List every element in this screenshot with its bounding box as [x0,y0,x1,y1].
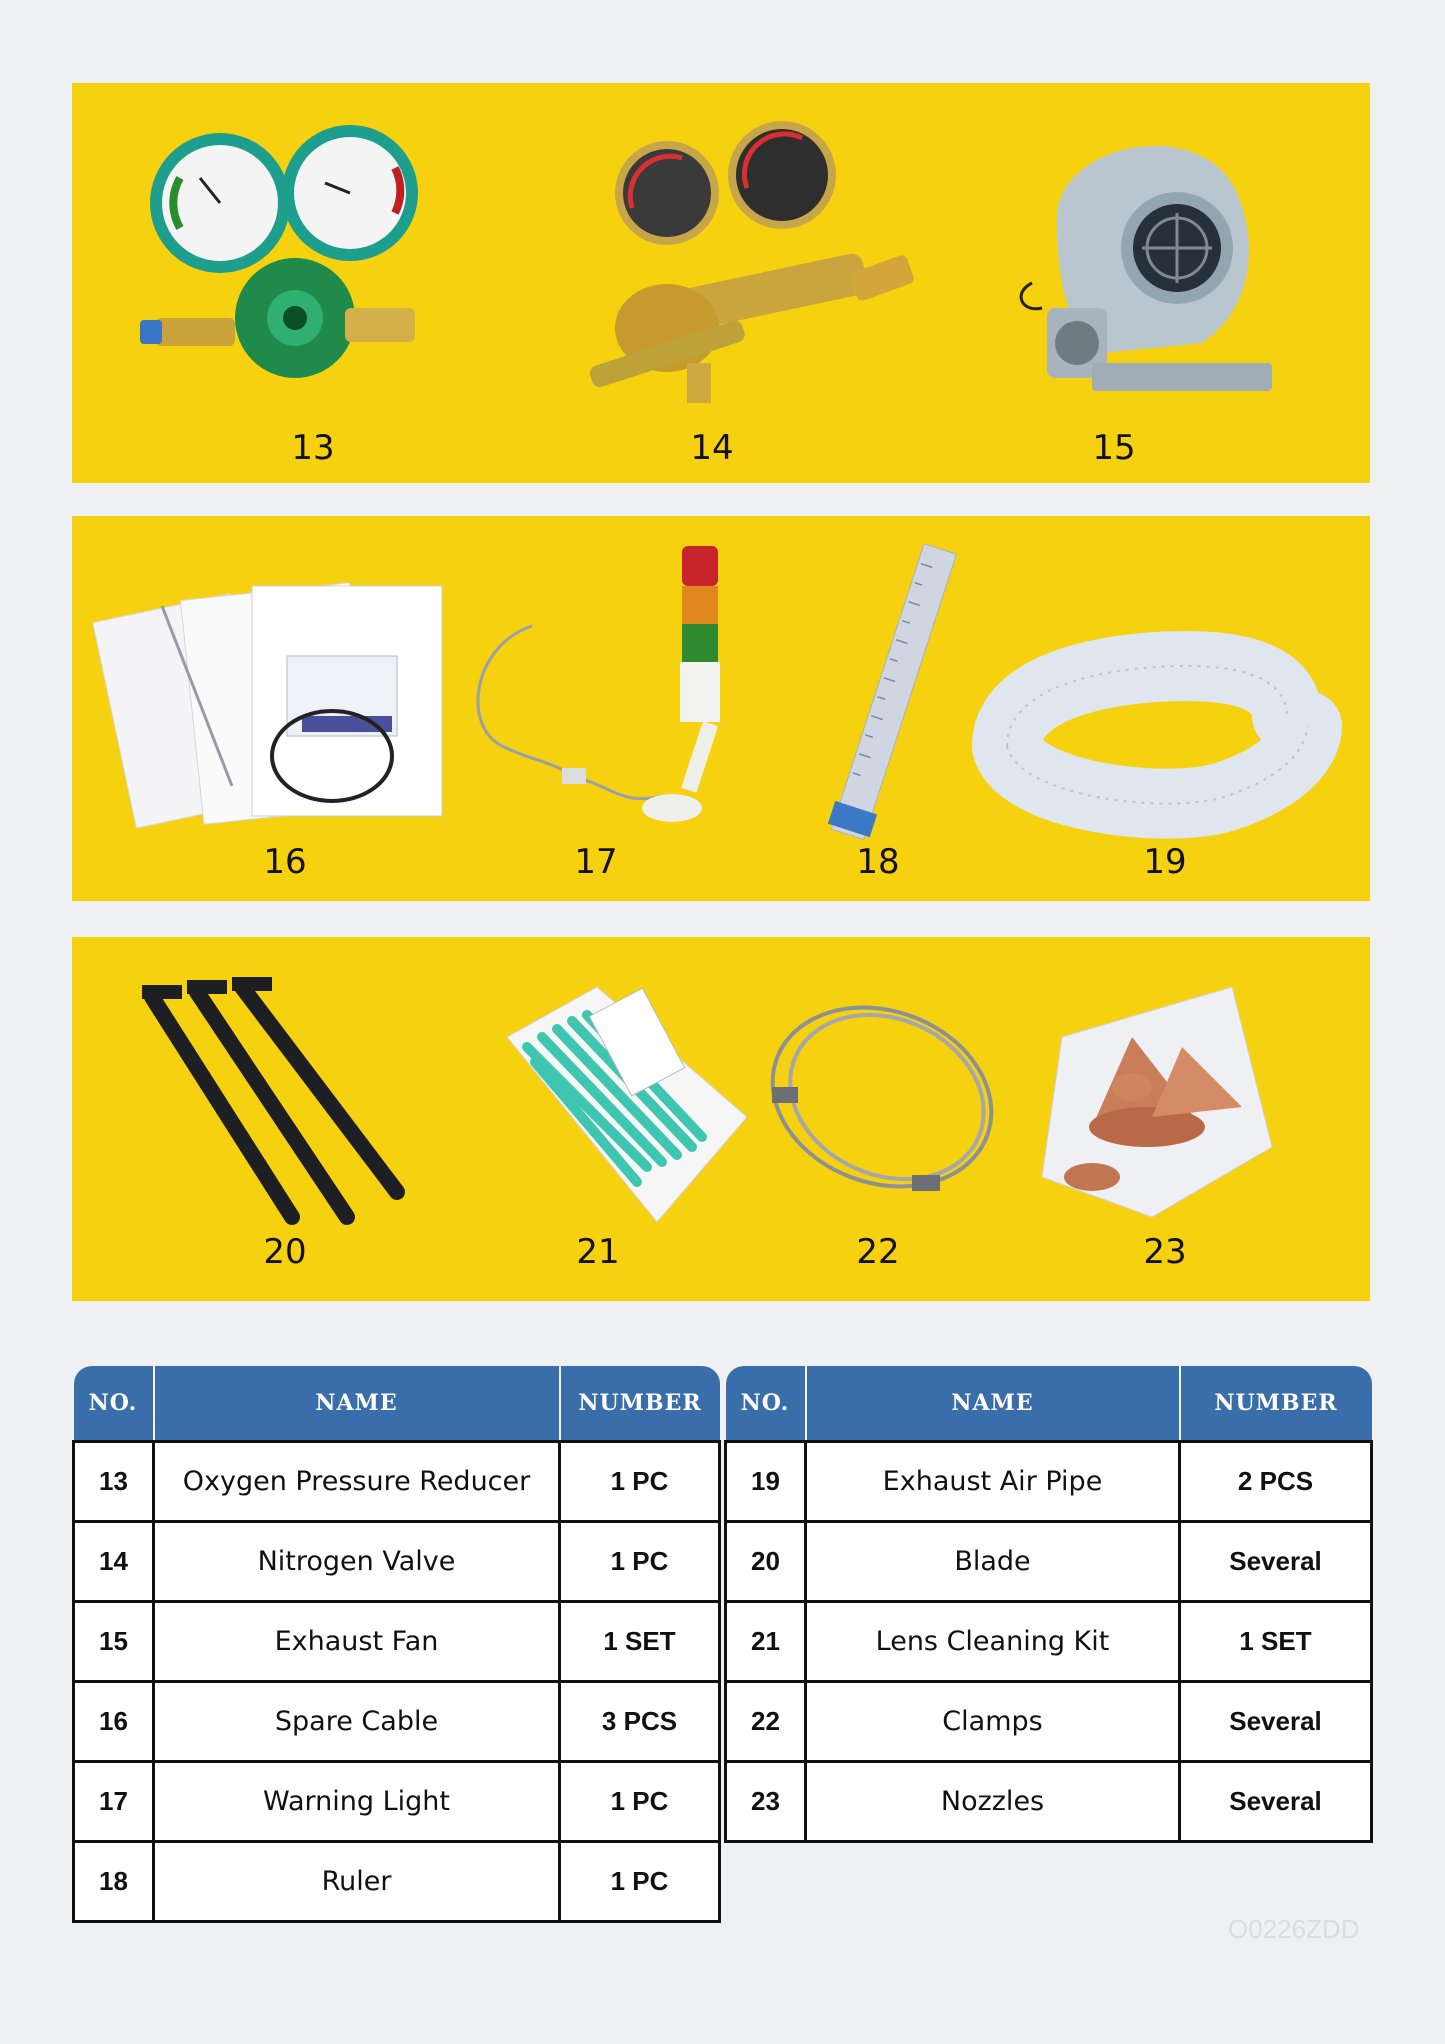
cell-no: 20 [726,1522,806,1602]
item-number-18: 18 [856,842,900,882]
item-number-16: 16 [263,842,307,882]
cell-name: Clamps [806,1682,1180,1762]
cell-no: 15 [74,1602,154,1682]
table-header-row [74,1366,720,1442]
cell-number: 1 PC [560,1442,720,1522]
table-row [74,1762,720,1842]
table-row [74,1842,720,1922]
cell-number: 1 PC [560,1522,720,1602]
item-number-19: 19 [1143,842,1187,882]
product-panel-3 [72,937,1370,1301]
cell-number: Several [1180,1682,1372,1762]
cell-name: Nitrogen Valve [154,1522,560,1602]
header-number: NUMBER [560,1366,720,1442]
header-no: NO. [726,1366,806,1442]
cell-number: 1 PC [560,1842,720,1922]
cell-no: 17 [74,1762,154,1842]
lens-cleaning-kit-image [487,967,787,1237]
exhaust-air-pipe-image [987,626,1337,826]
cell-name: Exhaust Air Pipe [806,1442,1180,1522]
cell-name: Exhaust Fan [154,1602,560,1682]
cell-name: Ruler [154,1842,560,1922]
cell-number: 1 PC [560,1762,720,1842]
ruler-image [792,551,982,851]
cell-name: Nozzles [806,1762,1180,1842]
table-row [726,1682,1372,1762]
table-row [74,1522,720,1602]
watermark-code: O0226ZDD [1228,1914,1360,1944]
cell-no: 14 [74,1522,154,1602]
cell-name: Blade [806,1522,1180,1602]
nozzles-image [1032,977,1282,1227]
table-header-row [726,1366,1372,1442]
cell-number: 3 PCS [560,1682,720,1762]
product-panel-1 [72,83,1370,483]
exhaust-fan-image [1012,113,1292,413]
cell-number: 1 SET [1180,1602,1372,1682]
spare-cable-packages-image [102,586,452,826]
item-number-15: 15 [1092,428,1136,468]
item-number-20: 20 [263,1232,307,1272]
warning-light-image [462,546,792,846]
header-name: NAME [806,1366,1180,1442]
table-row [726,1442,1372,1522]
accessories-table-right [724,1366,1373,1843]
cell-no: 22 [726,1682,806,1762]
item-number-23: 23 [1143,1232,1187,1272]
item-number-21: 21 [576,1232,620,1272]
nitrogen-valve-image [587,113,927,413]
cell-name: Spare Cable [154,1682,560,1762]
item-number-17: 17 [574,842,618,882]
table-row [74,1682,720,1762]
cell-number: 2 PCS [1180,1442,1372,1522]
table-row [726,1602,1372,1682]
cell-no: 23 [726,1762,806,1842]
cell-name: Warning Light [154,1762,560,1842]
header-no: NO. [74,1366,154,1442]
table-row [74,1602,720,1682]
oxygen-pressure-reducer-image [140,118,440,408]
clamps-image [762,997,1002,1197]
cell-number: 1 SET [560,1602,720,1682]
accessories-table-left [72,1366,721,1923]
item-number-13: 13 [291,428,335,468]
cell-number: Several [1180,1522,1372,1602]
cell-name: Oxygen Pressure Reducer [154,1442,560,1522]
table-row [726,1522,1372,1602]
cell-name: Lens Cleaning Kit [806,1602,1180,1682]
item-number-14: 14 [690,428,734,468]
product-panel-2 [72,516,1370,901]
cell-no: 19 [726,1442,806,1522]
cell-no: 18 [74,1842,154,1922]
cell-no: 16 [74,1682,154,1762]
header-number: NUMBER [1180,1366,1372,1442]
header-name: NAME [154,1366,560,1442]
blades-image [142,977,432,1237]
cell-no: 21 [726,1602,806,1682]
item-number-22: 22 [856,1232,900,1272]
cell-no: 13 [74,1442,154,1522]
cell-number: Several [1180,1762,1372,1842]
table-row [74,1442,720,1522]
table-row [726,1762,1372,1842]
